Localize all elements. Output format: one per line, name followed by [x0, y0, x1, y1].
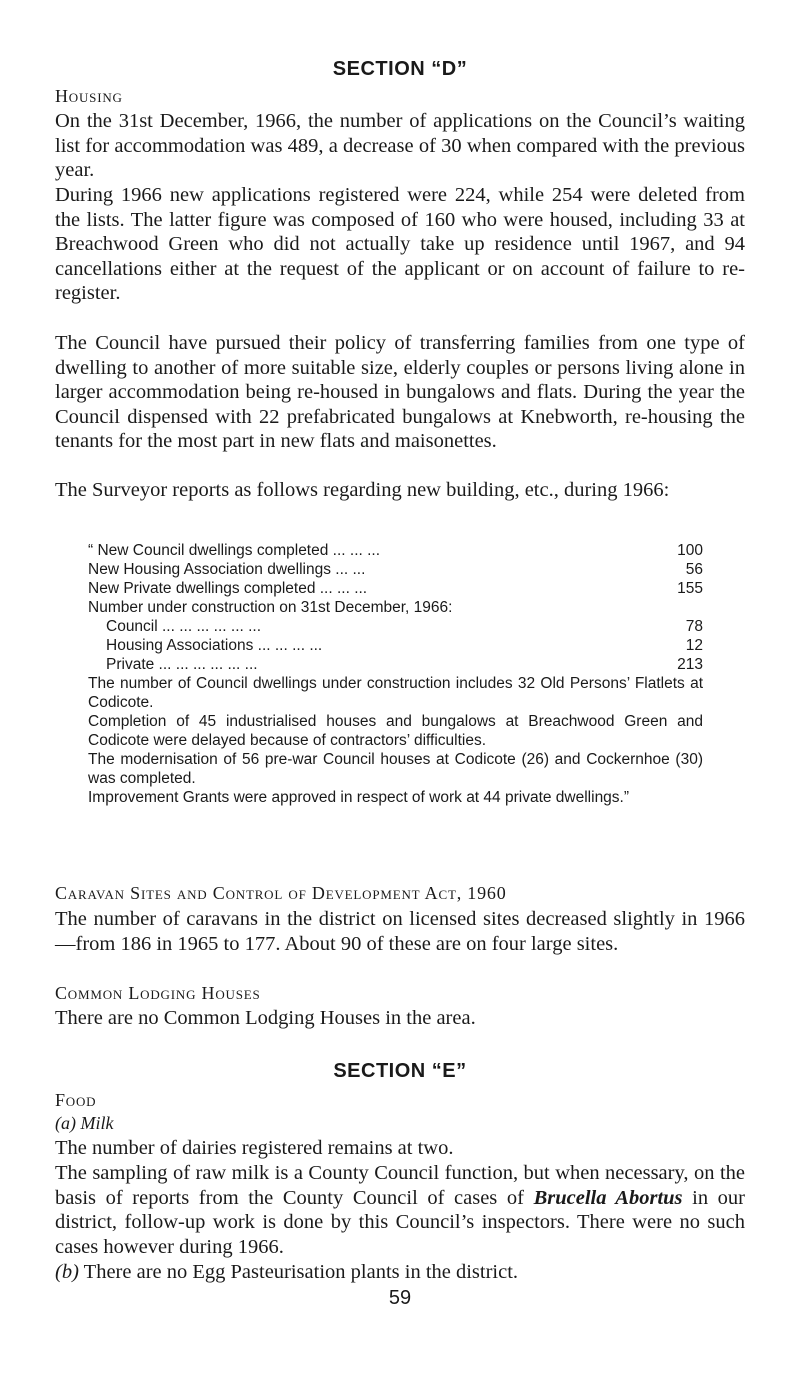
- construction-row-label: Private ... ... ... ... ... ...: [106, 656, 258, 673]
- construction-row-value: 213: [677, 656, 703, 673]
- housing-paragraph-2: During 1966 new applications registered were 224, while 254 were deleted from the lists. The latter figure was composed of 160 who were housed, including 33 at Breachwood Green who did not actually take up residence until 1967, and 94 cancellations either at the request of the applicant or on account of failure to re-register.: [55, 184, 745, 305]
- construction-heading: Number under construction on 31st December, 1966:: [88, 599, 453, 616]
- section-e-title: SECTION “E”: [333, 1060, 467, 1082]
- egg-label: (b): [55, 1261, 79, 1283]
- milk-label: Milk: [80, 1113, 114, 1133]
- egg-paragraph: (b) There are no Egg Pasteurisation plants in the district.: [55, 1261, 519, 1283]
- housing-paragraph-1: On the 31st December, 1966, the number of applications on the Council’s waiting list for accommodation was 489, a decrease of 30 when compared with the previous year.: [55, 110, 745, 182]
- lodging-paragraph: There are no Common Lodging Houses in the area.: [55, 1007, 476, 1029]
- milk-label-a: (a): [55, 1113, 76, 1133]
- quote-row: [88, 579, 703, 598]
- food-heading: Food: [55, 1090, 97, 1110]
- construction-row-label: Council ... ... ... ... ... ...: [106, 618, 262, 635]
- housing-paragraph-4: The Surveyor reports as follows regarding new building, etc., during 1966:: [55, 479, 670, 501]
- construction-row-value: 78: [685, 618, 703, 635]
- quote-note: Improvement Grants were approved in respect of work at 44 private dwellings.”: [88, 789, 630, 806]
- lodging-heading: Common Lodging Houses: [55, 983, 261, 1003]
- caravan-paragraph: The number of caravans in the district on licensed sites decreased slightly in 1966—from 186 in 1965 to 177. About 90 of these are on four large sites.: [55, 908, 745, 955]
- milk-paragraph-2: The sampling of raw milk is a County Council function, but when necessary, on the basis of reports from the County Council of cases of Brucella Abortus in our district, follow-up work is done by this Council’s inspectors. There were no such cases however during 1966.: [55, 1162, 745, 1258]
- quote-note: Completion of 45 industrialised houses and bungalows at Breachwood Green and Codicote were delayed because of contractors’ difficulties.: [88, 713, 703, 749]
- housing-heading: Housing: [55, 86, 123, 106]
- construction-row: [88, 655, 703, 674]
- page-number: 59: [388, 1287, 412, 1309]
- quote-row-label: “ New Council dwellings completed ... ... ...: [88, 542, 381, 559]
- quote-note: The number of Council dwellings under construction includes 32 Old Persons’ Flatlets at Codicote.: [88, 675, 703, 711]
- brucella-term: Brucella Abortus: [533, 1186, 683, 1209]
- surveyor-report-quote: [88, 541, 703, 807]
- quote-row: [88, 541, 703, 560]
- milk-paragraph-1: The number of dairies registered remains at two.: [55, 1137, 454, 1159]
- quote-row-label: New Housing Association dwellings ... ...: [88, 561, 366, 578]
- quote-row-value: 155: [677, 580, 703, 597]
- quote-row-value: 56: [685, 561, 703, 578]
- construction-row-value: 12: [685, 637, 703, 654]
- construction-row: [88, 636, 703, 655]
- caravan-heading: Caravan Sites and Control of Development Act, 1960: [55, 883, 507, 903]
- section-d-title: SECTION “D”: [332, 58, 468, 80]
- quote-row-value: 100: [677, 542, 703, 559]
- construction-row: [88, 617, 703, 636]
- milk-subheading: [55, 1113, 114, 1134]
- housing-paragraph-3: The Council have pursued their policy of transferring families from one type of dwelling to another of more suitable size, elderly couples or persons living alone in larger accommodation being re-housed in bungalows and flats. During the year the Council dispensed with 22 prefabricated bungalows at Knebworth, re-housing the tenants for the most part in new flats and maisonettes.: [55, 332, 745, 453]
- quote-row-label: New Private dwellings completed ... ... ...: [88, 580, 368, 597]
- quote-note: The modernisation of 56 pre-war Council houses at Codicote (26) and Cockernhoe (30) was completed.: [88, 751, 703, 787]
- construction-row-label: Housing Associations ... ... ... ...: [106, 637, 323, 654]
- quote-row: [88, 560, 703, 579]
